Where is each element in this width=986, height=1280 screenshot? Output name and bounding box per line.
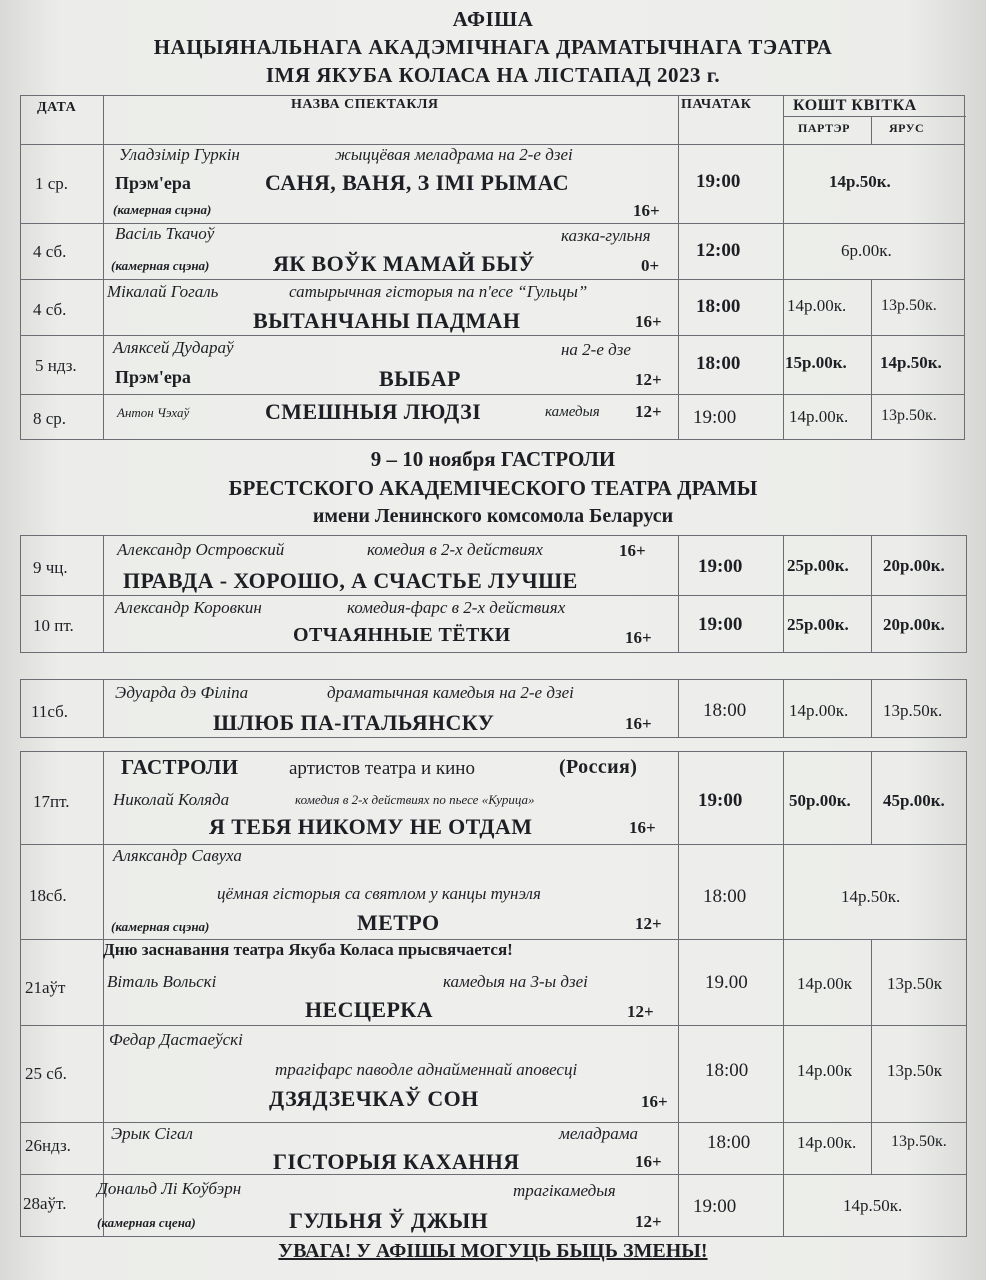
row-date: 1 ср.: [35, 174, 69, 193]
price-yarus: 13р.50к.: [881, 407, 937, 424]
schedule-table-late: [20, 751, 967, 1237]
column-start: ПАЧАТАК: [681, 97, 752, 112]
row-author: Віталь Вольскі: [107, 972, 217, 991]
age-rating: 12+: [635, 370, 662, 389]
row-title: ВЫТАНЧАНЫ ПАДМАН: [253, 308, 521, 333]
row-author: Аляксей Дудараў: [113, 338, 234, 357]
row-genre: казка-гульня: [561, 226, 651, 245]
age-rating: 12+: [635, 914, 662, 933]
age-rating: 12+: [635, 402, 662, 421]
dedication: Дню заснавання театра Якуба Коласа прысвячается!: [103, 940, 513, 959]
row-genre: комедия-фарс в 2-х действиях: [347, 598, 566, 617]
row-author: Аляксандр Савуха: [113, 846, 242, 865]
age-rating: 0+: [641, 256, 660, 275]
row-date: 26ндз.: [25, 1136, 71, 1155]
price-parter: 25р.00к.: [787, 615, 849, 634]
poster-title: АФІША: [452, 7, 534, 31]
row-genre: комедия в 2-х действиях по пьесе «Курица»: [295, 792, 535, 807]
row-genre: цёмная гісторыя са святлом у канцы тунэля: [217, 884, 541, 903]
row-title: ОТЧАЯННЫЕ ТЁТКИ: [293, 624, 511, 646]
row-author: Донaльд Лі Коўбэрн: [97, 1179, 242, 1198]
premiere-badge: Прэм'ера: [115, 367, 191, 387]
price-yarus: 13р.50к.: [881, 297, 937, 314]
row-date: 17пт.: [33, 792, 70, 811]
row-genre: меладрама: [559, 1124, 639, 1143]
price-yarus: 13р.50к.: [891, 1133, 947, 1150]
row-author: Федар Дастаеўскі: [109, 1030, 243, 1049]
column-price: КОШТ КВІТКА: [793, 97, 917, 114]
row-author: Эдуарда дэ Філіпа: [115, 683, 249, 702]
row-genre: камедыя: [545, 404, 600, 420]
tour-country: (Россия): [559, 756, 638, 778]
row-genre: на 2-е дзе: [561, 340, 631, 359]
row-date: 18сб.: [29, 886, 67, 905]
price-parter: 14р.00к.: [787, 296, 847, 315]
tour-heading: 9 – 10 ноября ГАСТРОЛИ: [370, 447, 616, 471]
ticket-price: 14р.50к.: [841, 887, 901, 906]
age-rating: 16+: [635, 312, 662, 331]
chamber-stage-note: (камерная сцэна): [113, 202, 212, 217]
row-genre: комедия в 2-х действиях: [367, 540, 543, 559]
month-title: ІМЯ ЯКУБА КОЛАСА НА ЛІСТАПАД 2023 г.: [265, 63, 721, 87]
row-genre: трагікамедыя: [513, 1181, 616, 1200]
start-time: 18:00: [705, 1060, 749, 1081]
row-author: Николай Коляда: [113, 790, 230, 809]
row-author: Александр Островский: [117, 540, 285, 559]
price-yarus: 45р.00к.: [883, 791, 945, 810]
theatre-name: НАЦЫЯНАЛЬНАГА АКАДЭМІЧНАГА ДРАМАТЫЧНАГА ТЭАТРА: [153, 35, 833, 59]
start-time: 19.00: [705, 972, 748, 993]
price-parter: 25р.00к.: [787, 556, 849, 575]
price-yarus: 13р.50к: [887, 1061, 943, 1080]
price-yarus: 20р.00к.: [883, 556, 945, 575]
column-date: ДАТА: [37, 100, 77, 115]
row-title: ВЫБАР: [379, 366, 461, 391]
price-parter: 14р.00к: [797, 974, 853, 993]
chamber-stage-note: (камерная сцена): [97, 1215, 196, 1230]
premiere-badge: Прэм'ера: [115, 173, 191, 193]
row-title: САНЯ, ВАНЯ, З ІМІ РЫМАС: [265, 170, 570, 195]
row-author: Уладзімір Гуркін: [119, 145, 240, 164]
start-time: 19:00: [693, 407, 737, 428]
row-date: 9 чц.: [33, 558, 68, 577]
start-time: 18:00: [703, 886, 747, 907]
age-rating: 16+: [625, 628, 652, 647]
column-yarus: ЯРУС: [889, 121, 925, 135]
row-date: 21аўт: [25, 978, 66, 997]
age-rating: 16+: [641, 1092, 668, 1111]
price-parter: 14р.00к: [797, 1061, 853, 1080]
row-date: 28аўт.: [23, 1194, 67, 1213]
start-time: 18:00: [696, 353, 741, 374]
start-time: 19:00: [698, 556, 743, 577]
price-yarus: 13р.50к: [887, 974, 943, 993]
age-rating: 16+: [635, 1152, 662, 1171]
row-genre: трагіфарс паводле аднайменнай аповесці: [275, 1060, 578, 1079]
row-date: 25 сб.: [25, 1064, 67, 1083]
row-author: Васіль Ткачоў: [115, 224, 215, 243]
price-yarus: 20р.00к.: [883, 615, 945, 634]
age-rating: 16+: [619, 541, 646, 560]
column-title: НАЗВА СПЕКТАКЛЯ: [291, 97, 439, 112]
row-author: Эрык Сігал: [111, 1124, 193, 1143]
row-date: 11сб.: [31, 702, 69, 721]
row-title: СМЕШНЫЯ ЛЮДЗІ: [265, 399, 482, 424]
row-title: НЕСЦЕРКА: [305, 997, 433, 1022]
tour-label: ГАСТРОЛИ: [121, 755, 239, 779]
price-yarus: 14р.50к.: [880, 353, 942, 372]
footer-warning: УВАГА! У АФІШЫ МОГУЦЬ БЫЦЬ ЗМЕНЫ!: [278, 1240, 708, 1262]
start-time: 19:00: [693, 1196, 737, 1217]
tour-theatre-name: БРЕСТСКОГО АКАДЕМІЧЕСКОГО ТЕАТРА ДРАМЫ: [228, 476, 758, 500]
row-date: 4 сб.: [33, 242, 67, 261]
start-time: 12:00: [696, 240, 741, 261]
price-parter: 14р.00к.: [797, 1133, 857, 1152]
age-rating: 12+: [635, 1212, 662, 1231]
price-parter: 15р.00к.: [785, 353, 847, 372]
row-author: Александр Коровкин: [115, 598, 262, 617]
row-title: ГУЛЬНЯ Ў ДЖЫН: [289, 1208, 489, 1233]
start-time: 18:00: [703, 700, 747, 721]
age-rating: 16+: [629, 818, 656, 837]
row-title: Я ТЕБЯ НИКОМУ НЕ ОТДАМ: [209, 814, 533, 839]
price-parter: 50р.00к.: [789, 791, 851, 810]
schedule-table-tour: [20, 535, 967, 653]
age-rating: 16+: [625, 714, 652, 733]
row-genre: драматычная камедыя на 2-е дзеі: [327, 683, 574, 702]
price-parter: 14р.00к.: [789, 407, 849, 426]
ticket-price: 14р.50к.: [843, 1196, 903, 1215]
start-time: 19:00: [698, 790, 743, 811]
row-genre: камедыя на 3-ы дзеі: [443, 972, 588, 991]
chamber-stage-note: (камерная сцэна): [111, 258, 210, 273]
row-title: ГІСТОРЫЯ КАХАННЯ: [273, 1149, 520, 1174]
start-time: 19:00: [698, 614, 743, 635]
start-time: 19:00: [696, 171, 741, 192]
row-date: 4 сб.: [33, 300, 67, 319]
row-author: Мікалай Гогаль: [107, 282, 219, 301]
row-title: ЯК ВОЎК МАМАЙ БЫЎ: [273, 251, 535, 276]
start-time: 18:00: [707, 1132, 751, 1153]
row-date: 10 пт.: [33, 616, 74, 635]
schedule-table-main: [20, 95, 965, 440]
tour-theatre-subtitle: имени Ленинского комсомола Беларуси: [312, 505, 674, 527]
row-title: ПРАВДА - ХОРОШО, А СЧАСТЬЕ ЛУЧШЕ: [123, 568, 578, 593]
row-date: 8 ср.: [33, 409, 67, 428]
row-title: ШЛЮБ ПА-ІТАЛЬЯНСКУ: [213, 710, 495, 735]
column-parter: ПАРТЭР: [798, 121, 850, 135]
age-rating: 16+: [633, 201, 660, 220]
ticket-price: 14р.50к.: [829, 172, 891, 191]
row-genre: жыццёвая меладрама на 2-е дзеі: [335, 145, 573, 164]
price-parter: 14р.00к.: [789, 701, 849, 720]
row-author: Антон Чэхаў: [117, 405, 190, 420]
schedule-table-11: [20, 679, 967, 738]
age-rating: 12+: [627, 1002, 654, 1021]
tour-desc: артистов театра и кино: [289, 758, 475, 779]
row-genre: сатырычная гісторыя па п'есе “Гульцы”: [289, 282, 588, 301]
row-title: ДЗЯДЗЕЧКАЎ СОН: [269, 1086, 479, 1111]
chamber-stage-note: (камерная сцэна): [111, 919, 210, 934]
ticket-price: 6р.00к.: [841, 241, 892, 260]
price-yarus: 13р.50к.: [883, 701, 943, 720]
row-title: МЕТРО: [357, 910, 440, 935]
start-time: 18:00: [696, 296, 741, 317]
row-date: 5 ндз.: [35, 356, 77, 375]
